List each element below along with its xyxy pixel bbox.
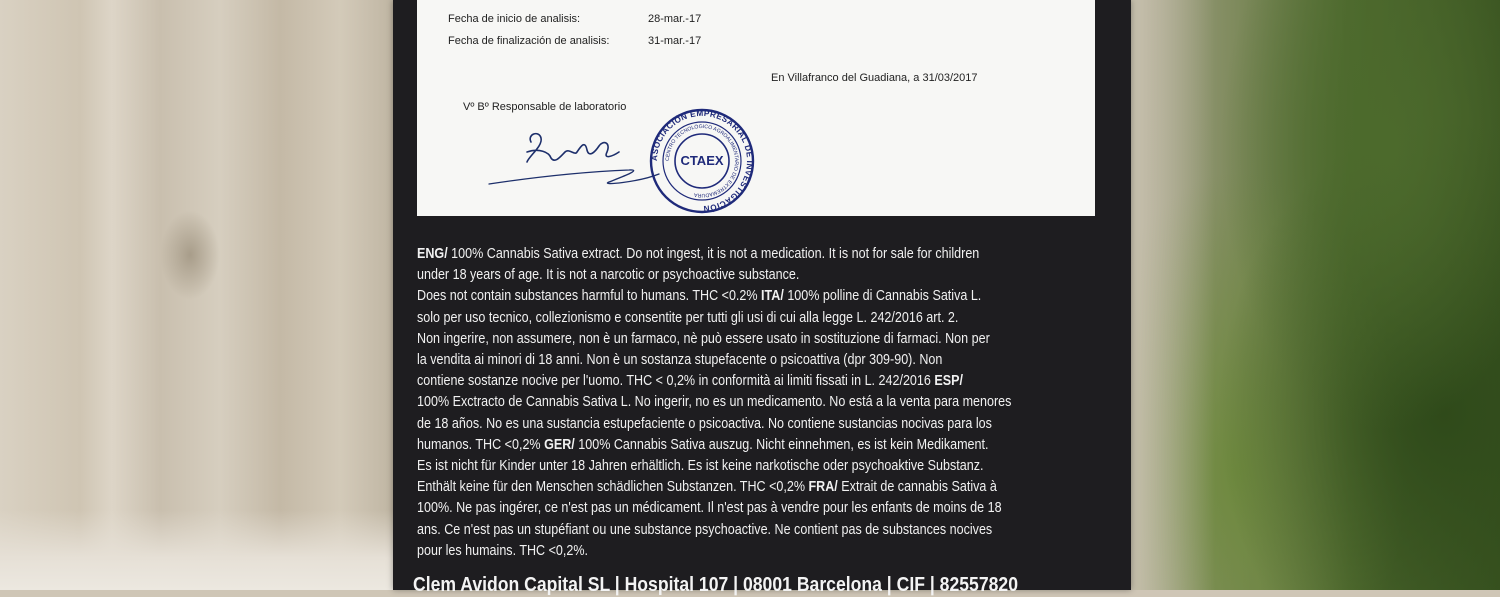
text-line: Does not contain substances harmful to humans. THC <0.2% ITA/ 100% polline di Cannabis Sativa L. xyxy=(417,288,982,305)
background-wood-knot xyxy=(160,210,220,300)
text-line: Es ist nicht für Kinder unter 18 Jahren erhältlich. Es ist keine narkotische oder psychoaktive Substanz. xyxy=(417,458,984,475)
text-line: la vendita ai minori di 18 anni. Non è un sostanza stupefacente o psicoattiva (dpr 309-90). Non xyxy=(417,352,943,369)
analysis-start-value: 28-mar.-17 xyxy=(648,13,702,25)
text-line: solo per uso tecnico, collezionismo e consentite per tutti gli usi di cui alla legge L. 242/2016 art. 2. xyxy=(417,309,959,326)
text-line: humanos. THC <0,2% GER/ 100% Cannabis Sativa auszug. Nicht einnehmen, es ist kein Medikament. xyxy=(417,436,989,453)
lang-tag-eng: ENG/ xyxy=(417,246,448,262)
place-and-date: En Villafranco del Guadiana, a 31/03/2017 xyxy=(771,72,978,84)
analysis-end-label: Fecha de finalización de analisis: xyxy=(448,35,610,47)
text-line: de 18 años. No es una sustancia estupefaciente o psicoactiva. No contiene sustancias nocivas para los xyxy=(417,415,992,432)
product-label-card xyxy=(393,0,1131,596)
text-line: 100% Exctracto de Cannabis Sativa L. No ingerir, no es un medicamento. No está a la venta para menores xyxy=(417,394,1012,411)
lang-tag-ger: GER/ xyxy=(544,436,575,453)
handwritten-signature xyxy=(469,112,669,192)
stamp-ring-text: ASOCIACIÓN EMPRESARIAL DE INVESTIGACIÓN xyxy=(649,108,755,214)
multilingual-warning-text xyxy=(417,244,1117,562)
lang-tag-fra: FRA/ xyxy=(808,479,838,496)
stamp-inner-ring-text: CENTRO TECNOLÓGICO AGROALIMENTARIO DE EXTREMADURA xyxy=(664,123,740,199)
text-line: Enthält keine für den Menschen schädlichen Substanzen. THC <0,2% FRA/ Extrait de cannabis Sativa à xyxy=(417,479,997,496)
lang-tag-ita: ITA/ xyxy=(761,288,784,305)
analysis-start-row xyxy=(448,13,702,25)
text-line: pour les humains. THC <0,2%. xyxy=(417,542,589,559)
text-line: Non ingerire, non assumere, non è un farmaco, nè può essere usato in sostituzione di farmaci. Non per xyxy=(417,330,990,347)
lab-responsible-label: Vº Bº Responsable de laboratorio xyxy=(463,101,627,113)
stamp-center-text: CTAEX xyxy=(680,153,724,168)
lang-tag-esp: ESP/ xyxy=(934,373,963,390)
company-footer: Clem Avidon Capital SL | Hospital 107 | 08001 Barcelona | CIF | 82557820 xyxy=(413,574,1018,596)
lab-certificate xyxy=(417,0,1095,216)
ctaex-stamp-seal xyxy=(647,106,757,216)
text-line: contiene sostanze nocive per l'uomo. THC < 0,2% in conformità ai limiti fissati in L. 242/2016 ESP/ xyxy=(417,373,963,390)
analysis-end-row xyxy=(448,35,702,47)
analysis-end-value: 31-mar.-17 xyxy=(648,35,702,47)
text-line: under 18 years of age. It is not a narcotic or psychoactive substance. xyxy=(417,267,800,284)
text-line: ENG/ 100% Cannabis Sativa extract. Do not ingest, it is not a medication. It is not for sale for children xyxy=(417,246,980,262)
text-line: ans. Ce n'est pas un stupéfiant ou une substance psychoactive. Ne contient pas de substances nocives xyxy=(417,521,993,538)
background-foliage-blur xyxy=(1125,0,1500,590)
text-line: 100%. Ne pas ingérer, ce n'est pas un médicament. Il n'est pas à vendre pour les enfants de moins de 18 xyxy=(417,500,1002,517)
analysis-start-label: Fecha de inicio de analisis: xyxy=(448,13,581,25)
